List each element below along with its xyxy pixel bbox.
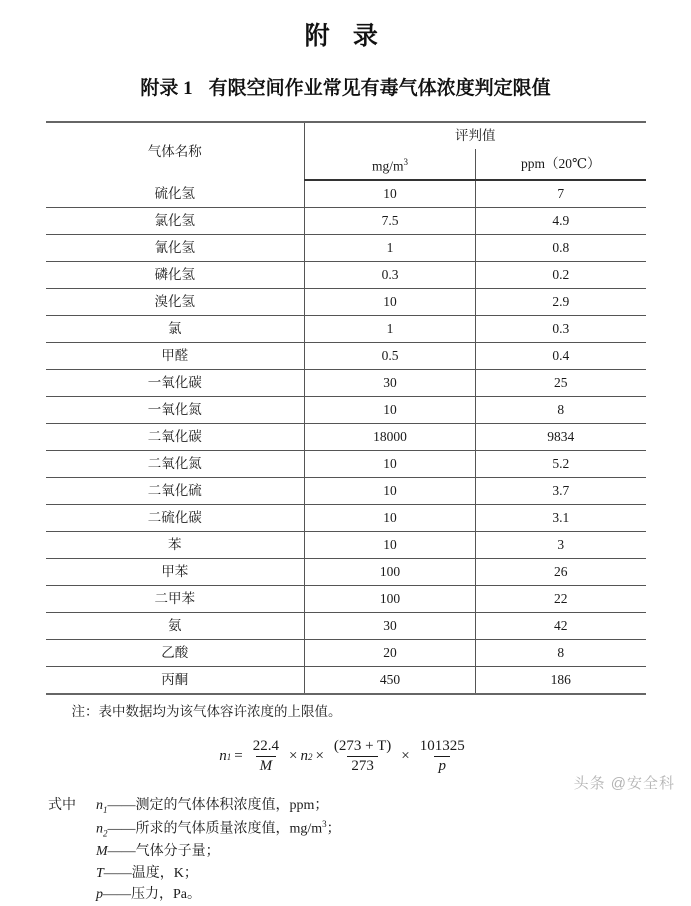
formula-times-2: × <box>315 748 324 765</box>
cell-value-mg: 30 <box>305 370 476 397</box>
cell-value-ppm: 0.2 <box>476 262 646 289</box>
table-row <box>46 370 646 397</box>
cell-gas-name: 二硫化碳 <box>46 505 305 532</box>
legend-description: 气体分子量； <box>135 844 220 860</box>
cell-value-ppm: 9834 <box>476 424 646 451</box>
header-gas-name: 气体名称 <box>46 122 305 181</box>
formula-f3-numerator: 101325 <box>419 738 465 755</box>
formula-fraction-2 <box>330 738 395 775</box>
appendix-number: 附录 1 <box>140 78 193 99</box>
cell-gas-name: 溴化氢 <box>46 289 305 316</box>
cell-value-mg: 10 <box>305 451 476 478</box>
cell-value-mg: 0.3 <box>305 262 476 289</box>
table-row <box>46 505 646 532</box>
cell-gas-name: 二甲苯 <box>46 586 305 613</box>
cell-value-ppm: 4.9 <box>476 208 646 235</box>
conversion-formula <box>0 738 691 775</box>
cell-value-mg: 100 <box>305 586 476 613</box>
legend-symbol: M <box>96 844 108 860</box>
legend-description: 测定的气体体积浓度值，ppm； <box>135 797 329 813</box>
legend-dash: —— <box>107 844 136 860</box>
cell-value-ppm: 22 <box>476 586 646 613</box>
legend-description: 温度，K； <box>131 865 198 881</box>
legend-symbol: n <box>96 797 103 813</box>
cell-value-mg: 7.5 <box>305 208 476 235</box>
legend-item <box>48 818 691 841</box>
cell-value-mg: 10 <box>305 532 476 559</box>
formula-f1-denominator: M <box>256 756 277 775</box>
cell-value-ppm: 3.1 <box>476 505 646 532</box>
table-row <box>46 613 646 640</box>
table-row <box>46 586 646 613</box>
table-row <box>46 667 646 695</box>
legend-dash: —— <box>107 821 136 837</box>
cell-gas-name: 一氧化氮 <box>46 397 305 424</box>
cell-value-mg: 1 <box>305 235 476 262</box>
cell-value-mg: 10 <box>305 478 476 505</box>
cell-gas-name: 乙酸 <box>46 640 305 667</box>
cell-gas-name: 氨 <box>46 613 305 640</box>
table-body <box>46 180 646 694</box>
formula-times-3: × <box>401 748 410 765</box>
cell-gas-name: 氯 <box>46 316 305 343</box>
cell-gas-name: 氯化氢 <box>46 208 305 235</box>
header-judgement-value: 评判值 <box>305 122 646 149</box>
table-row <box>46 478 646 505</box>
legend-item <box>96 795 328 818</box>
table-row <box>46 289 646 316</box>
legend-symbol: T <box>96 865 104 881</box>
formula-fraction-1 <box>249 738 283 775</box>
table-row <box>46 316 646 343</box>
formula-fraction-3 <box>416 738 469 775</box>
formula-legend <box>0 795 691 906</box>
legend-dash: —— <box>107 797 136 813</box>
cell-gas-name: 磷化氢 <box>46 262 305 289</box>
cell-value-mg: 10 <box>305 289 476 316</box>
legend-first-line <box>48 795 691 818</box>
table-row <box>46 559 646 586</box>
table-row <box>46 451 646 478</box>
cell-gas-name: 氰化氢 <box>46 235 305 262</box>
cell-value-mg: 450 <box>305 667 476 695</box>
cell-value-ppm: 5.2 <box>476 451 646 478</box>
formula-f2-numerator: (273 + T) <box>333 738 392 755</box>
table-header <box>46 122 646 181</box>
legend-symbol: p <box>96 887 103 903</box>
legend-item <box>48 841 691 863</box>
legend-description: 所求的气体质量浓度值，mg/m <box>135 821 323 837</box>
cell-value-ppm: 0.3 <box>476 316 646 343</box>
header-unit-ppm: ppm（20℃） <box>476 149 646 181</box>
cell-value-ppm: 186 <box>476 667 646 695</box>
legend-description: 压力，Pa。 <box>131 887 201 903</box>
appendix-subtitle <box>0 78 691 101</box>
table-note: 注：表中数据均为该气体容许浓度的上限值。 <box>71 704 342 720</box>
cell-value-ppm: 8 <box>476 397 646 424</box>
legend-symbol: n <box>96 821 103 837</box>
legend-dash: —— <box>103 865 132 881</box>
cell-value-ppm: 0.4 <box>476 343 646 370</box>
page-title: 附 录 <box>304 23 387 50</box>
table-header-row-1 <box>46 122 646 149</box>
cell-gas-name: 硫化氢 <box>46 180 305 208</box>
cell-value-ppm: 8 <box>476 640 646 667</box>
cell-value-mg: 30 <box>305 613 476 640</box>
cell-gas-name: 二氧化氮 <box>46 451 305 478</box>
table-row <box>46 424 646 451</box>
cell-value-mg: 10 <box>305 397 476 424</box>
table-row <box>46 532 646 559</box>
legend-symbol-subscript: 1 <box>103 804 108 815</box>
table-row <box>46 180 646 208</box>
header-unit-mg <box>305 149 476 181</box>
legend-item <box>48 863 691 885</box>
formula-f1-numerator: 22.4 <box>252 738 279 755</box>
cell-gas-name: 丙酮 <box>46 667 305 695</box>
formula-lhs-subscript: 1 <box>226 751 232 762</box>
cell-value-mg: 0.5 <box>305 343 476 370</box>
cell-gas-name: 二氧化硫 <box>46 478 305 505</box>
legend-symbol-subscript: 2 <box>103 828 108 839</box>
cell-value-ppm: 3 <box>476 532 646 559</box>
table-row <box>46 640 646 667</box>
table-row <box>46 397 646 424</box>
formula-lhs-symbol: n <box>219 748 227 765</box>
legend-description-superscript: 3 <box>322 818 327 829</box>
cell-gas-name: 一氧化碳 <box>46 370 305 397</box>
cell-value-ppm: 25 <box>476 370 646 397</box>
cell-value-ppm: 0.8 <box>476 235 646 262</box>
table-row <box>46 208 646 235</box>
legend-heading: 式中 <box>48 797 76 813</box>
gas-limits-table-container <box>46 121 646 696</box>
watermark: 头条 @安全科 <box>573 775 675 792</box>
formula-n2-symbol: n <box>300 748 308 765</box>
cell-gas-name: 二氧化碳 <box>46 424 305 451</box>
cell-value-ppm: 26 <box>476 559 646 586</box>
table-row <box>46 262 646 289</box>
legend-remaining-items <box>48 818 691 906</box>
cell-value-mg: 1 <box>305 316 476 343</box>
legend-dash: —— <box>103 887 131 903</box>
formula-f3-denominator: p <box>434 756 450 775</box>
legend-item <box>48 884 691 906</box>
formula-equals: = <box>234 748 243 765</box>
legend-description-tail: ； <box>326 821 341 837</box>
cell-value-ppm: 2.9 <box>476 289 646 316</box>
cell-value-mg: 10 <box>305 505 476 532</box>
cell-value-mg: 100 <box>305 559 476 586</box>
formula-n2-subscript: 2 <box>307 751 313 762</box>
cell-value-ppm: 7 <box>476 180 646 208</box>
cell-value-mg: 18000 <box>305 424 476 451</box>
formula-times-1: × <box>288 748 298 765</box>
table-row <box>46 343 646 370</box>
appendix-heading-text: 有限空间作业常见有毒气体浓度判定限值 <box>208 78 551 99</box>
cell-value-ppm: 42 <box>476 613 646 640</box>
cell-gas-name: 甲醛 <box>46 343 305 370</box>
table-row <box>46 235 646 262</box>
header-unit-mg-text: mg/m <box>371 158 404 174</box>
cell-value-ppm: 3.7 <box>476 478 646 505</box>
cell-value-mg: 10 <box>305 180 476 208</box>
cell-gas-name: 甲苯 <box>46 559 305 586</box>
gas-limits-table <box>46 121 646 696</box>
cell-value-mg: 20 <box>305 640 476 667</box>
formula-f2-denominator: 273 <box>347 756 378 775</box>
header-unit-mg-superscript: 3 <box>403 156 408 167</box>
cell-gas-name: 苯 <box>46 532 305 559</box>
